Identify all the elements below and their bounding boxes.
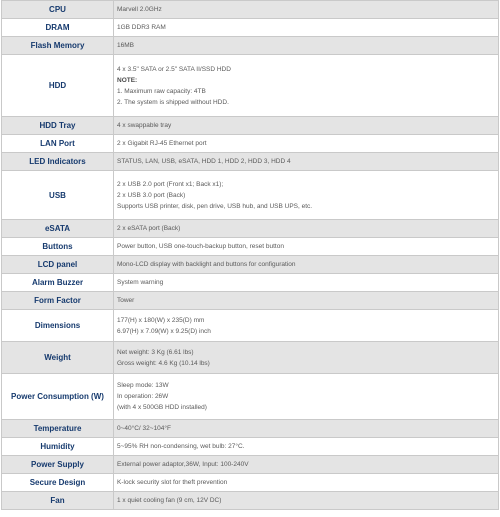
spec-value-line: 1 x quiet cooling fan (9 cm, 12V DC)	[117, 497, 222, 504]
spec-value-line: External power adaptor,36W, Input: 100-240V	[117, 461, 249, 468]
spec-value-line: Power button, USB one-touch-backup button, reset button	[117, 243, 284, 250]
spec-row	[2, 37, 499, 55]
spec-value	[114, 1, 499, 19]
spec-value-line: Sleep mode: 13W	[117, 382, 169, 389]
spec-value	[114, 420, 499, 438]
spec-value-line: Tower	[117, 297, 135, 304]
spec-value-line: System warning	[117, 279, 164, 286]
spec-value-line: In operation: 26W	[117, 393, 169, 400]
spec-value-line: 4 x 3.5" SATA or 2.5" SATA II/SSD HDD	[117, 65, 231, 73]
spec-row	[2, 220, 499, 238]
spec-row	[2, 135, 499, 153]
spec-row	[2, 238, 499, 256]
spec-label: Buttons	[2, 238, 114, 256]
spec-label: LCD panel	[2, 256, 114, 274]
spec-label: USB	[2, 171, 114, 220]
spec-value-line: K-lock security slot for theft prevention	[117, 479, 228, 486]
spec-value	[114, 117, 499, 135]
spec-label: Temperature	[2, 420, 114, 438]
spec-row	[2, 1, 499, 19]
spec-row	[2, 474, 499, 492]
spec-label: HDD Tray	[2, 117, 114, 135]
spec-value-line: 2 x eSATA port (Back)	[117, 225, 181, 232]
spec-row	[2, 492, 499, 510]
spec-label: eSATA	[2, 220, 114, 238]
spec-value-line: Supports USB printer, disk, pen drive, USB hub, and USB UPS, etc.	[117, 202, 313, 210]
spec-row	[2, 342, 499, 374]
spec-label: HDD	[2, 55, 114, 117]
spec-value-line: Marvell 2.0GHz	[117, 6, 162, 13]
spec-row	[2, 256, 499, 274]
spec-value-line: NOTE:	[117, 76, 138, 84]
spec-label: Weight	[2, 342, 114, 374]
spec-row	[2, 19, 499, 37]
specifications-table-body	[2, 1, 499, 510]
spec-row	[2, 171, 499, 220]
spec-label: LED Indicators	[2, 153, 114, 171]
spec-value	[114, 292, 499, 310]
spec-label: Alarm Buzzer	[2, 274, 114, 292]
spec-value-line: 4 x swappable tray	[117, 122, 172, 129]
specifications-table	[1, 0, 499, 510]
spec-row	[2, 374, 499, 420]
spec-row	[2, 420, 499, 438]
spec-row	[2, 456, 499, 474]
spec-label: Power Consumption (W)	[2, 374, 114, 420]
spec-value	[114, 342, 499, 374]
spec-value-line: (with 4 x 500GB HDD installed)	[117, 404, 207, 411]
spec-value	[114, 153, 499, 171]
spec-row	[2, 274, 499, 292]
spec-label: Humidity	[2, 438, 114, 456]
spec-value-line: 5~95% RH non-condensing, wet bulb: 27°C.	[117, 443, 245, 450]
spec-value	[114, 135, 499, 153]
spec-label: Form Factor	[2, 292, 114, 310]
spec-row	[2, 310, 499, 342]
spec-value	[114, 438, 499, 456]
spec-row	[2, 292, 499, 310]
spec-value-line: STATUS, LAN, USB, eSATA, HDD 1, HDD 2, HDD 3, HDD 4	[117, 158, 291, 165]
spec-value	[114, 492, 499, 510]
spec-value-line: 2. The system is shipped without HDD.	[117, 98, 229, 106]
spec-value	[114, 274, 499, 292]
spec-value-line: 0~40°C/ 32~104°F	[117, 425, 171, 432]
spec-value-line: Net weight: 3 Kg (6.61 lbs)	[117, 348, 194, 356]
spec-value-line: Mono-LCD display with backlight and buttons for configuration	[117, 261, 296, 268]
spec-value	[114, 171, 499, 220]
spec-value	[114, 374, 499, 420]
spec-value	[114, 456, 499, 474]
spec-label: DRAM	[2, 19, 114, 37]
spec-value	[114, 310, 499, 342]
spec-row	[2, 55, 499, 117]
spec-row	[2, 153, 499, 171]
spec-value-line: 2 x USB 2.0 port (Front x1; Back x1);	[117, 180, 224, 188]
spec-label: CPU	[2, 1, 114, 19]
spec-value-line: 2 x USB 3.0 port (Back)	[117, 191, 186, 199]
spec-value-line: 2 x Gigabit RJ-45 Ethernet port	[117, 140, 207, 147]
spec-label: Secure Design	[2, 474, 114, 492]
spec-value-line: 1. Maximum raw capacity: 4TB	[117, 87, 206, 95]
spec-label: LAN Port	[2, 135, 114, 153]
spec-label: Flash Memory	[2, 37, 114, 55]
spec-value	[114, 37, 499, 55]
spec-value	[114, 474, 499, 492]
spec-value	[114, 19, 499, 37]
spec-value-line: 1GB DDR3 RAM	[117, 24, 166, 31]
spec-label: Fan	[2, 492, 114, 510]
spec-row	[2, 438, 499, 456]
spec-value-line: 177(H) x 180(W) x 235(D) mm	[117, 316, 205, 324]
spec-label: Dimensions	[2, 310, 114, 342]
spec-value-line: Gross weight: 4.6 Kg (10.14 lbs)	[117, 359, 210, 367]
spec-value-line: 6.97(H) x 7.09(W) x 9.25(D) inch	[117, 327, 211, 335]
spec-row	[2, 117, 499, 135]
spec-value	[114, 256, 499, 274]
spec-value	[114, 55, 499, 117]
spec-value	[114, 220, 499, 238]
spec-value-line: 16MB	[117, 42, 134, 49]
spec-value	[114, 238, 499, 256]
spec-label: Power Supply	[2, 456, 114, 474]
